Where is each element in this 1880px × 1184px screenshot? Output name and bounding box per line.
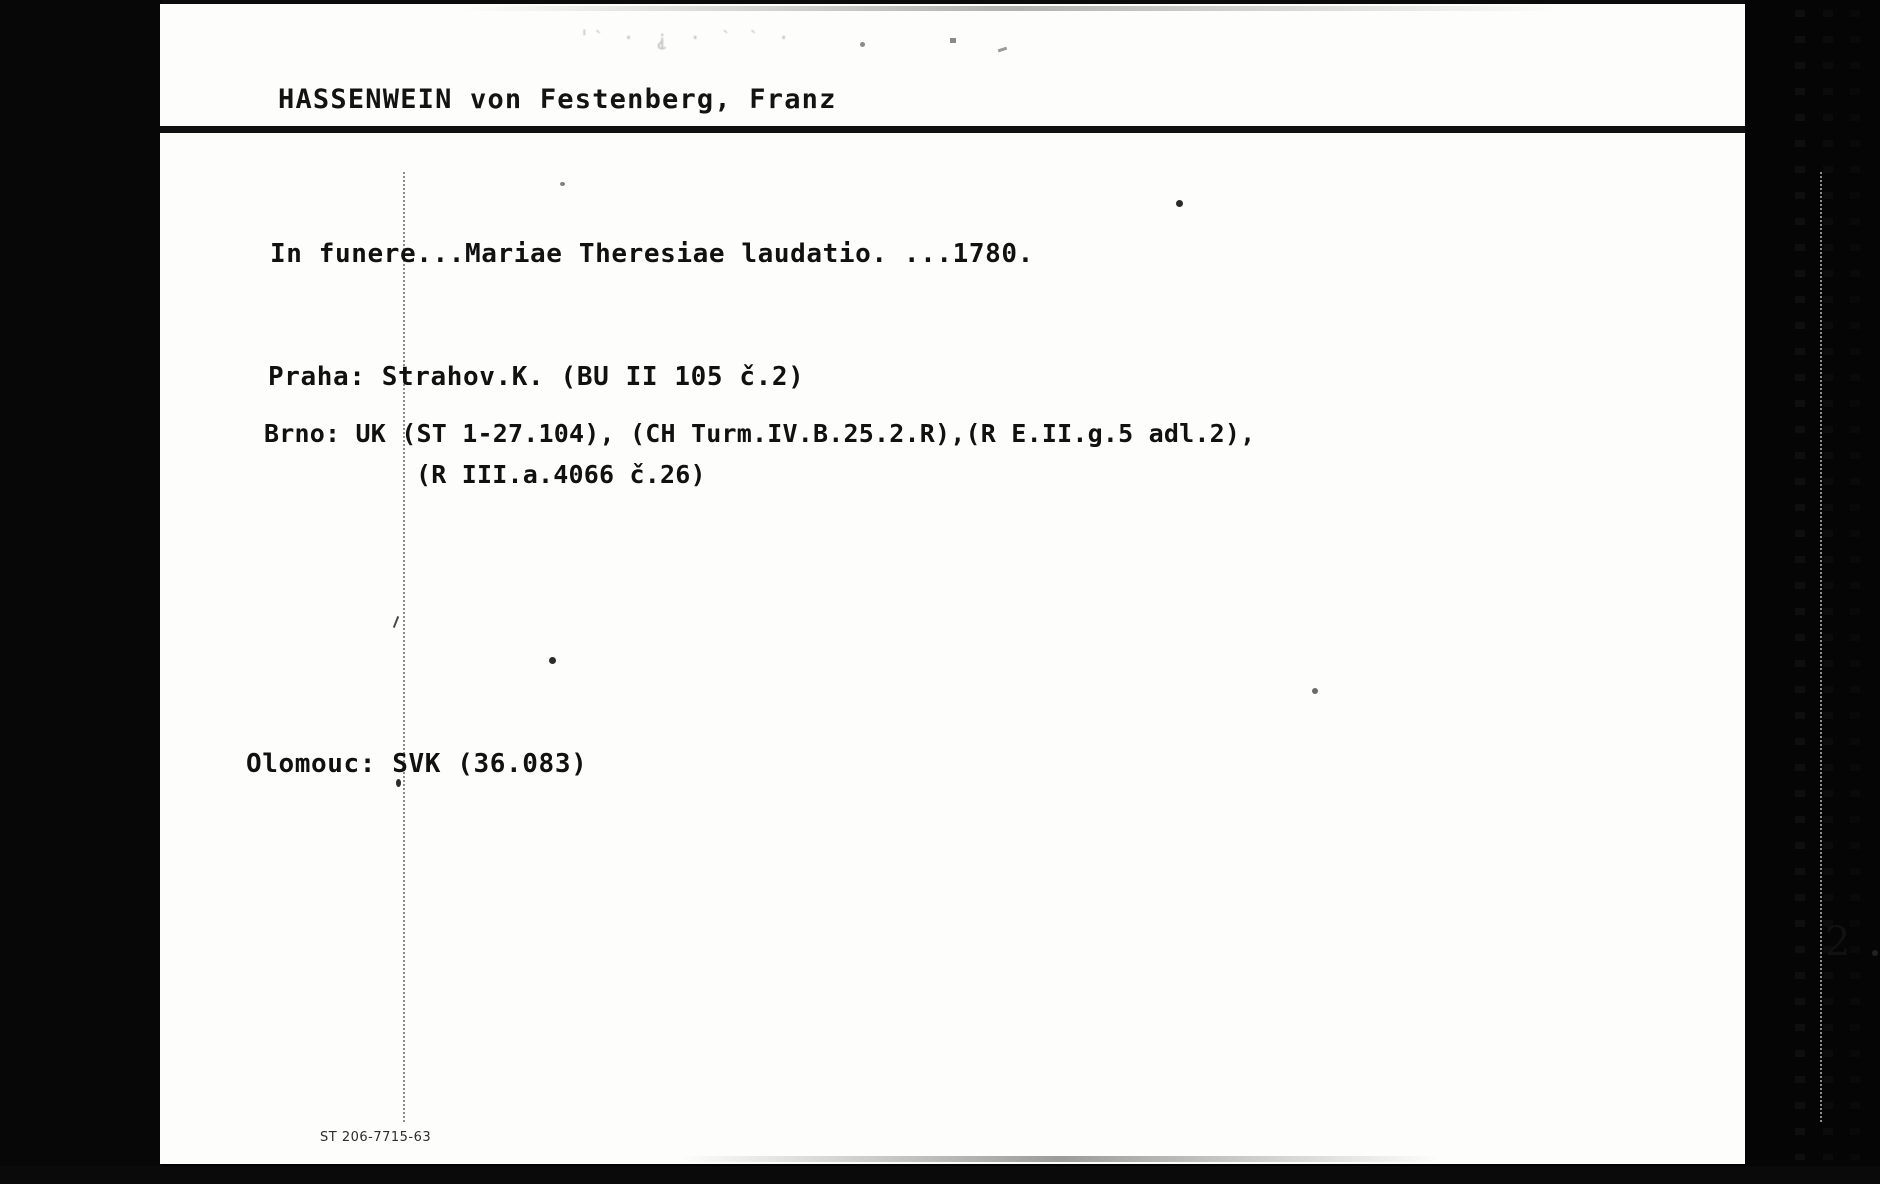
perforation-marks-column-tertiary: [1850, 10, 1860, 1160]
faint-overwritten-text: 'ˋ · ⸘ · ˋ ˋ ·: [578, 26, 795, 50]
holding-line-praha: Praha: Strahov.K. (BU II 105 č.2): [268, 362, 805, 392]
holding-line-brno: Brno: UK (ST 1-27.104), (CH Turm.IV.B.25.2.R),(R E.II.g.5 adl.2),: [264, 419, 1256, 448]
scan-edge-bottom: [0, 1166, 1880, 1184]
work-title: In funere...Mariae Theresiae laudatio. ...1780.: [270, 239, 1034, 269]
toner-fleck: [1176, 200, 1183, 207]
heading-divider-rule: [160, 126, 1745, 133]
author-heading: HASSENWEIN von Festenberg, Franz: [278, 84, 837, 115]
holding-line-brno-continued: (R III.a.4066 č.26): [416, 460, 706, 489]
scan-artifact-dot: [860, 42, 865, 47]
card-heading-area: [160, 4, 1745, 156]
dotted-margin-rule-right: [1820, 172, 1822, 1122]
toner-fleck: [1312, 688, 1318, 694]
toner-fleck: [549, 657, 556, 664]
catalogue-card: [160, 4, 1851, 1164]
dotted-margin-rule-left: [403, 172, 405, 1122]
scan-smudge-bottom: [680, 1156, 1440, 1162]
printer-imprint: ST 206-7715-63: [320, 1130, 432, 1145]
perforation-marks-column-secondary: [1823, 10, 1833, 1160]
scan-edge-left: [0, 0, 162, 1184]
scan-artifact-slash: [998, 47, 1007, 53]
perforation-marks-column: [1795, 10, 1805, 1160]
scan-artifact-dash: [950, 38, 956, 43]
toner-fleck: [560, 182, 565, 186]
holding-line-olomouc: Olomouc: SVK (36.083): [246, 749, 588, 779]
toner-fleck: [396, 779, 401, 787]
page-number: 2: [1825, 919, 1851, 965]
pen-tick-mark: [393, 616, 399, 628]
page-number-dot: [1872, 950, 1878, 956]
